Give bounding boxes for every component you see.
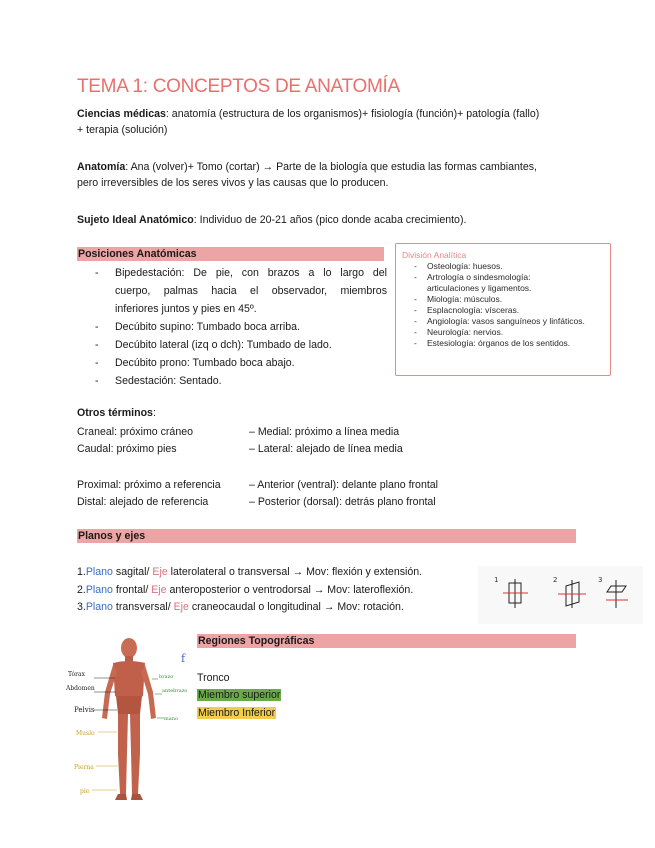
planos-heading: Planos y ejes xyxy=(77,529,576,543)
label-mano: mano xyxy=(164,716,178,722)
list-item: - Decúbito supino: Tumbado boca arriba. xyxy=(95,321,300,333)
label-abdomen: Abdomen xyxy=(66,685,95,692)
sujeto-text: : Individuo de 20-21 años (pico donde acaba crecimiento). xyxy=(193,214,467,226)
otros-right-3: – Posterior (dorsal): detrás plano frontal xyxy=(249,496,436,508)
otros-left-1: Caudal: próximo pies xyxy=(77,443,177,455)
list-item: - Esplacnología: vísceras. xyxy=(414,305,520,315)
label-torax: Tórax xyxy=(68,671,85,678)
sujeto-paragraph xyxy=(77,212,466,228)
page-title: TEMA 1: CONCEPTOS DE ANATOMÍA xyxy=(77,76,400,97)
label-pelvis: Pelvis xyxy=(74,706,95,714)
diagram-num-3: 3 xyxy=(598,576,603,584)
list-item: articulaciones y ligamentos. xyxy=(427,283,532,293)
region-tronco: Tronco xyxy=(197,672,230,684)
list-item: - Neurología: nervios. xyxy=(414,327,504,337)
diagram-num-2: 2 xyxy=(553,576,558,584)
planes-diagram xyxy=(478,566,643,624)
plano-line-2: 2.Plano frontal/ Eje anteroposterior o ventrodorsal → Mov: lateroflexión. xyxy=(77,584,414,596)
ciencias-term: Ciencias médicas xyxy=(77,108,166,120)
diagram-num-1: 1 xyxy=(494,576,499,584)
list-item: - Miología: músculos. xyxy=(414,294,503,304)
ciencias-line1: : anatomía (estructura de los organismos)+ fisiología (función)+ patología (fallo) xyxy=(165,108,540,120)
label-pie: pie xyxy=(80,788,90,795)
ciencias-paragraph xyxy=(77,106,597,138)
list-item: - Bipedestación: De pie, con brazos a lo largo del cuerpo, palmas hacia el observador, miembros inferiores juntos y pies en 45º. xyxy=(95,267,387,315)
analitica-box xyxy=(395,243,611,376)
posiciones-heading: Posiciones Anatómicas xyxy=(77,247,384,261)
posiciones-list xyxy=(77,264,387,390)
sujeto-term: Sujeto Ideal Anatómico xyxy=(77,214,194,226)
ciencias-line2: + terapia (solución) xyxy=(77,124,168,136)
anatomy-figure xyxy=(60,634,188,822)
list-item: - Artrología o sindesmología: xyxy=(414,272,531,282)
list-item: - Decúbito prono: Tumbado boca abajo. xyxy=(95,357,295,369)
list-item: - Angiología: vasos sanguíneos y linfáticos. xyxy=(414,316,585,326)
plano-line-3: 3.Plano transversal/ Eje craneocaudal o longitudinal → Mov: rotación. xyxy=(77,601,404,613)
label-f: f xyxy=(181,652,186,665)
regiones-heading: Regiones Topográficas xyxy=(197,634,576,648)
list-item: - Sedestación: Sentado. xyxy=(95,375,222,387)
label-muslo: Muslo xyxy=(76,730,95,737)
analitica-heading: División Analítica xyxy=(402,250,467,260)
list-item: - Decúbito lateral (izq o dch): Tumbado de lado. xyxy=(95,339,332,351)
list-item: - Osteología: huesos. xyxy=(414,261,503,271)
label-brazo: brazo xyxy=(159,674,174,680)
planes-diagram-svg xyxy=(478,566,643,624)
label-pierna: Pierna xyxy=(74,764,94,771)
anatomia-line1: : Ana (volver)+ Tomo (cortar) → Parte de la biología que estudia las formas cambiantes, xyxy=(125,161,537,173)
plano-line-1: 1.Plano sagital/ Eje laterolateral o transversal → Mov: flexión y extensión. xyxy=(77,566,423,578)
otros-right-1: – Lateral: alejado de línea media xyxy=(249,443,403,455)
otros-right-2: – Anterior (ventral): delante plano frontal xyxy=(249,479,439,491)
anatomia-term: Anatomía xyxy=(77,161,126,173)
anatomia-paragraph xyxy=(77,159,597,191)
otros-left-0: Craneal: próximo cráneo xyxy=(77,426,193,438)
region-miembro-superior: Miembro superior xyxy=(198,689,281,701)
anatomia-line2: pero irreversibles de los seres vivos y las causas que lo producen. xyxy=(77,177,389,189)
label-antebrazo: antebrazo xyxy=(162,688,188,694)
otros-left-2: Proximal: próximo a referencia xyxy=(77,479,221,491)
region-miembro-inferior: Miembro Inferior xyxy=(198,707,276,719)
anatomy-figure-svg xyxy=(60,634,188,822)
list-item: - Estesiología: órganos de los sentidos. xyxy=(414,338,571,348)
otros-right-0: – Medial: próximo a línea media xyxy=(249,426,400,438)
otros-heading: Otros términos: xyxy=(77,407,156,419)
otros-left-3: Distal: alejado de referencia xyxy=(77,496,209,508)
